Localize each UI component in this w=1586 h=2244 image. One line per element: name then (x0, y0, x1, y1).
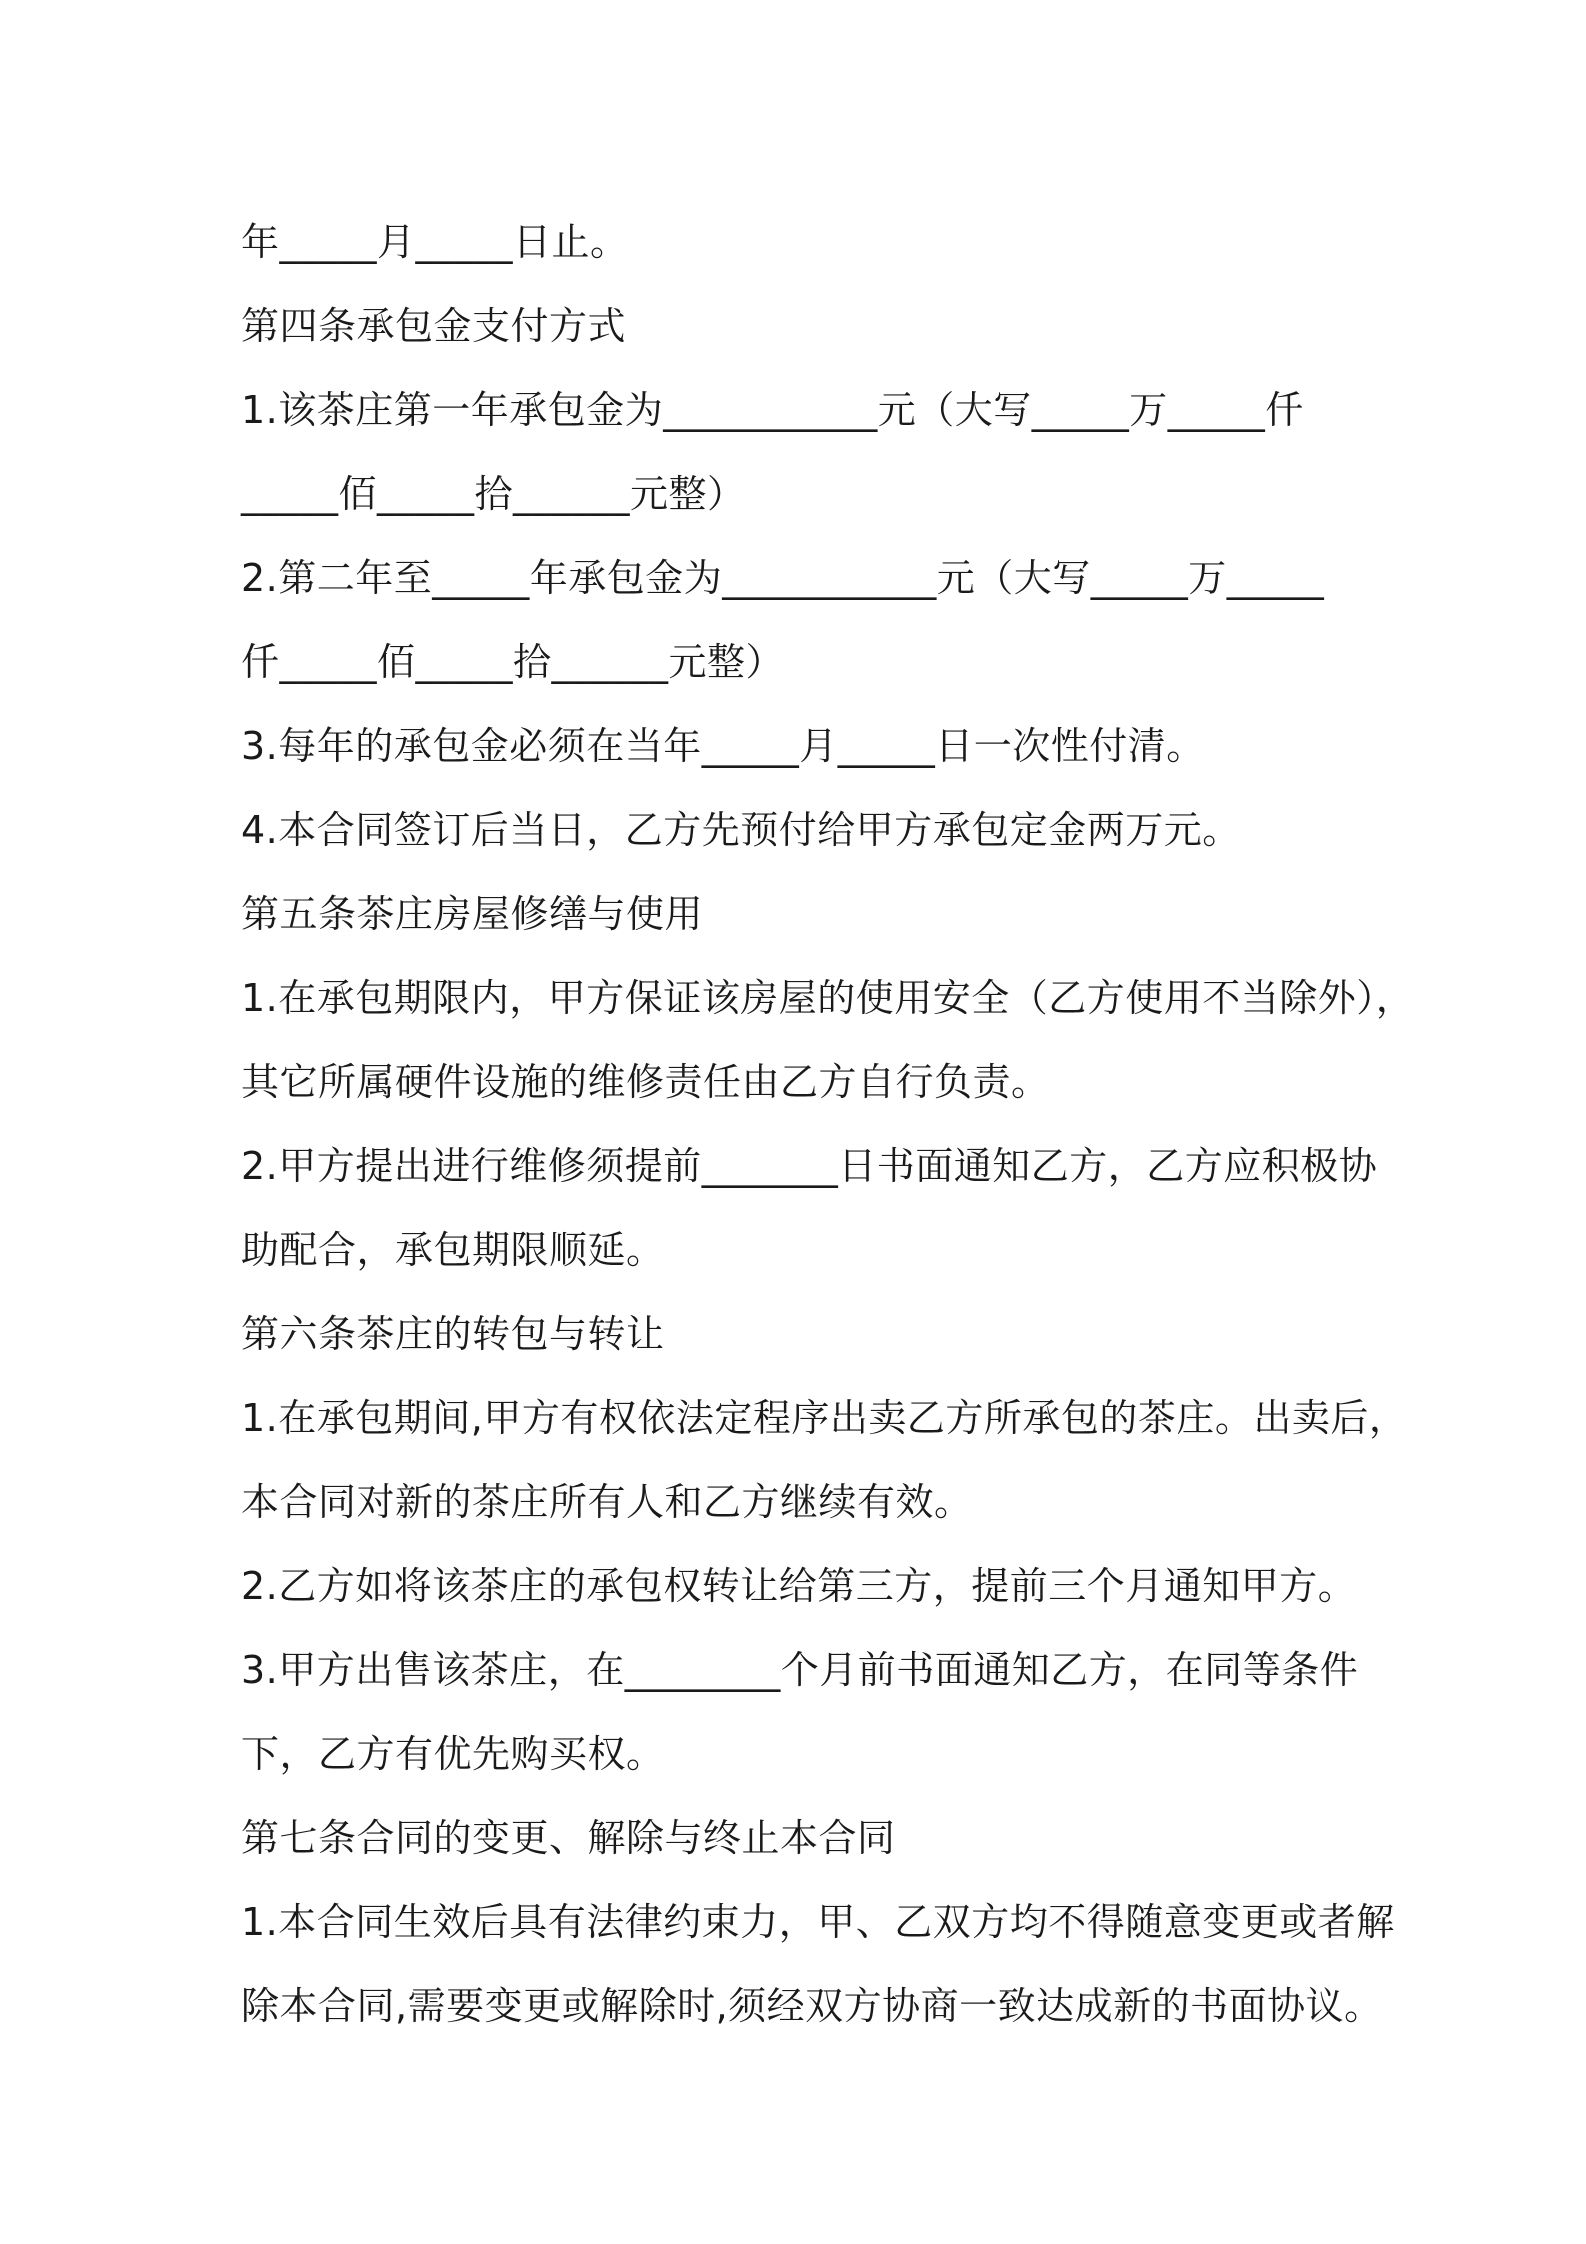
text-line: 1.在承包期限内，甲方保证该房屋的使用安全（乙方使用不当除外）， (241, 976, 1415, 1020)
section-heading-article-4: 第四条承包金支付方式 (241, 304, 627, 348)
section-heading-article-6: 第六条茶庄的转包与转让 (241, 1312, 665, 1356)
text-line: 1.该茶庄第一年承包金为___________元（大写_____万_____仟 (241, 388, 1304, 432)
section-heading-article-5: 第五条茶庄房屋修缮与使用 (241, 892, 704, 936)
text-line: 2.第二年至_____年承包金为___________元（大写_____万_____ (241, 556, 1325, 600)
section-heading-article-7: 第七条合同的变更、解除与终止本合同 (241, 1816, 896, 1860)
text-line: 3.每年的承包金必须在当年_____月_____日一次性付清。 (241, 724, 1205, 768)
text-line: 其它所属硬件设施的维修责任由乙方自行负责。 (241, 1060, 1050, 1104)
text-line: 1.在承包期间,甲方有权依法定程序出卖乙方所承包的茶庄。出卖后， (241, 1396, 1408, 1440)
text-line: 2.甲方提出进行维修须提前_______日书面通知乙方，乙方应积极协 (241, 1144, 1378, 1188)
text-line: 除本合同,需要变更或解除时,须经双方协商一致达成新的书面协议。 (241, 1984, 1383, 2028)
text-line: 仟_____佰_____拾______元整） (241, 640, 785, 684)
text-line: 年_____月_____日止。 (241, 220, 629, 264)
text-line: 2.乙方如将该茶庄的承包权转让给第三方，提前三个月通知甲方。 (241, 1564, 1357, 1608)
text-line: _____佰_____拾______元整） (241, 472, 746, 516)
text-line: 本合同对新的茶庄所有人和乙方继续有效。 (241, 1480, 973, 1524)
text-line: 1.本合同生效后具有法律约束力，甲、乙双方均不得随意变更或者解 (241, 1900, 1395, 1944)
text-line: 下，乙方有优先购买权。 (241, 1732, 665, 1776)
text-line: 3.甲方出售该茶庄，在________个月前书面通知乙方，在同等条件 (241, 1648, 1359, 1692)
document-body (241, 200, 1415, 2048)
text-line: 助配合，承包期限顺延。 (241, 1228, 665, 1272)
text-line: 4.本合同签订后当日，乙方先预付给甲方承包定金两万元。 (241, 808, 1241, 852)
